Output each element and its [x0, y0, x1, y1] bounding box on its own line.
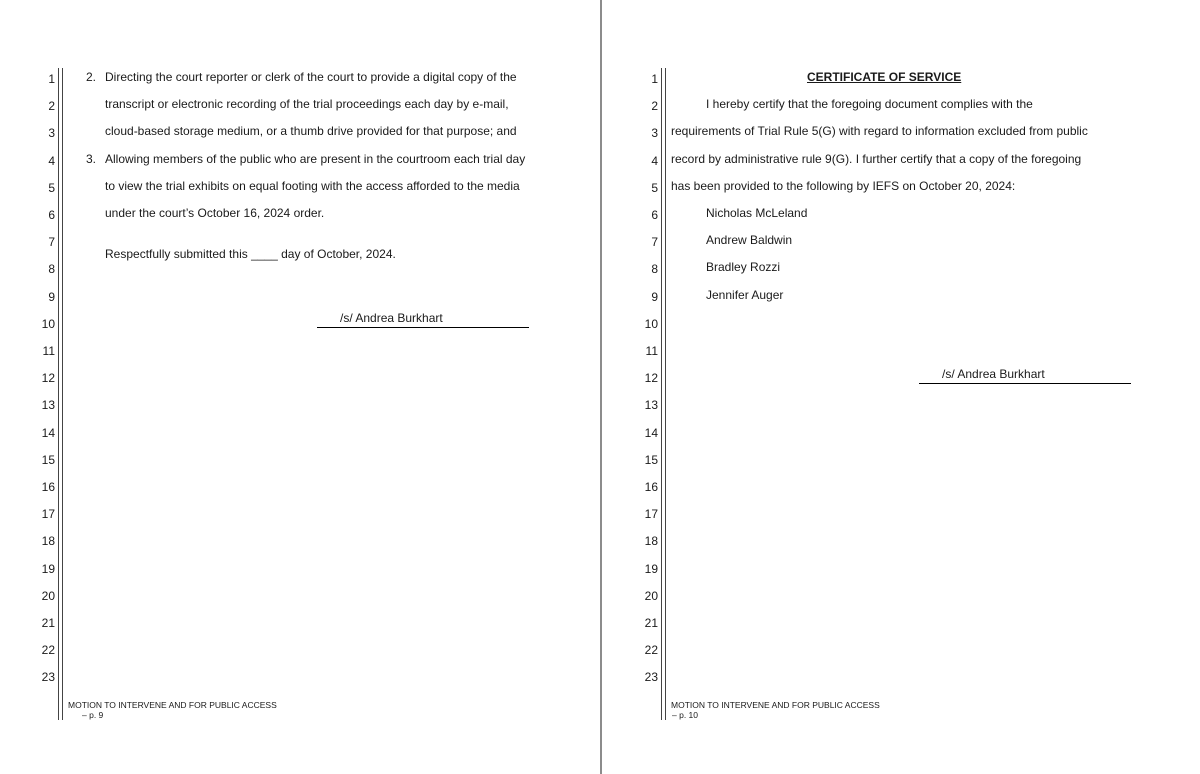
line-number: 2: [48, 99, 55, 114]
signature-line: [919, 368, 1131, 384]
recipient: Jennifer Auger: [706, 288, 784, 302]
line-number: 20: [644, 588, 658, 603]
line-number: 6: [651, 208, 658, 222]
line-number: 18: [644, 534, 658, 549]
document-page-10: [602, 0, 1200, 774]
signature: /s/ Andrea Burkhart: [942, 367, 1045, 381]
line-number: 12: [41, 371, 55, 386]
line-number: 11: [42, 344, 55, 358]
body-line: Allowing members of the public who are present in the courtroom each trial day: [105, 152, 526, 166]
line-number: 17: [41, 507, 55, 522]
body-line: has been provided to the following by IEFS on October 20, 2024:: [671, 179, 1016, 193]
line-number: 18: [41, 534, 55, 549]
line-number: 5: [48, 180, 55, 195]
line-number: 22: [644, 643, 658, 658]
line-number: 11: [645, 344, 658, 358]
footer: [671, 700, 880, 720]
body-line: requirements of Trial Rule 5(G) with regard to information excluded from public: [671, 124, 1088, 138]
line-number: 14: [41, 425, 55, 440]
body-line: transcript or electronic recording of the trial proceedings each day by e-mail,: [105, 97, 509, 111]
body-line: to view the trial exhibits on equal footing with the access afforded to the media: [105, 179, 520, 193]
line-number: 7: [48, 235, 55, 250]
recipient: Andrew Baldwin: [706, 233, 793, 247]
footer-title: MOTION TO INTERVENE AND FOR PUBLIC ACCESS: [68, 700, 277, 710]
line-number: 9: [48, 289, 55, 304]
list-item-number: 2.: [86, 70, 97, 84]
line-number: 4: [48, 153, 55, 168]
line-number: 19: [41, 561, 55, 576]
footer-title: MOTION TO INTERVENE AND FOR PUBLIC ACCESS: [671, 700, 880, 710]
body-line: cloud-based storage medium, or a thumb drive provided for that purpose; and: [105, 124, 517, 138]
line-number: 10: [41, 316, 55, 331]
recipient: Nicholas McLeland: [706, 206, 808, 220]
line-number: 15: [644, 452, 658, 467]
line-number: 14: [644, 425, 658, 440]
line-number: 1: [48, 72, 55, 86]
line-number: 19: [644, 561, 658, 576]
line-number: 10: [644, 316, 658, 331]
line-number-rule: [661, 68, 666, 720]
signature: /s/ Andrea Burkhart: [340, 311, 443, 325]
line-number-rule: [58, 68, 63, 720]
line-number: 15: [41, 452, 55, 467]
line-number: 8: [651, 262, 658, 277]
line-number: 4: [651, 153, 658, 168]
footer-page-number: – p. 10: [672, 710, 698, 720]
footer: [68, 700, 277, 720]
line-number: 21: [41, 616, 55, 630]
line-number: 16: [644, 480, 658, 494]
line-number: 12: [644, 371, 658, 386]
footer-page-number: – p. 9: [82, 710, 104, 720]
line-number: 17: [644, 507, 658, 522]
line-number: 22: [41, 643, 55, 658]
line-number: 6: [48, 208, 55, 222]
recipient: Bradley Rozzi: [706, 260, 781, 274]
certificate-heading: CERTIFICATE OF SERVICE: [807, 70, 962, 84]
line-number: 20: [41, 588, 55, 603]
line-number: 16: [41, 480, 55, 494]
body-line: record by administrative rule 9(G). I further certify that a copy of the foregoing: [671, 152, 1082, 166]
list-item-number: 3.: [86, 152, 97, 166]
line-number: 9: [651, 289, 658, 304]
line-number: 7: [651, 235, 658, 250]
line-number: 8: [48, 262, 55, 277]
line-number: 21: [644, 616, 658, 630]
submission-line: Respectfully submitted this ____ day of October, 2024.: [105, 247, 396, 261]
line-number: 3: [48, 126, 55, 141]
line-number: 13: [41, 398, 55, 413]
line-number: 23: [644, 670, 658, 685]
line-number: 23: [41, 670, 55, 685]
body-line: I hereby certify that the foregoing document complies with the: [706, 97, 1033, 111]
line-number: 5: [651, 180, 658, 195]
body-line: under the court’s October 16, 2024 order.: [105, 206, 325, 220]
line-number: 1: [651, 72, 658, 86]
line-number: 2: [651, 99, 658, 114]
signature-line: [317, 312, 529, 328]
line-number: 13: [644, 398, 658, 413]
body-line: Directing the court reporter or clerk of the court to provide a digital copy of the: [105, 70, 517, 84]
line-number: 3: [651, 126, 658, 141]
